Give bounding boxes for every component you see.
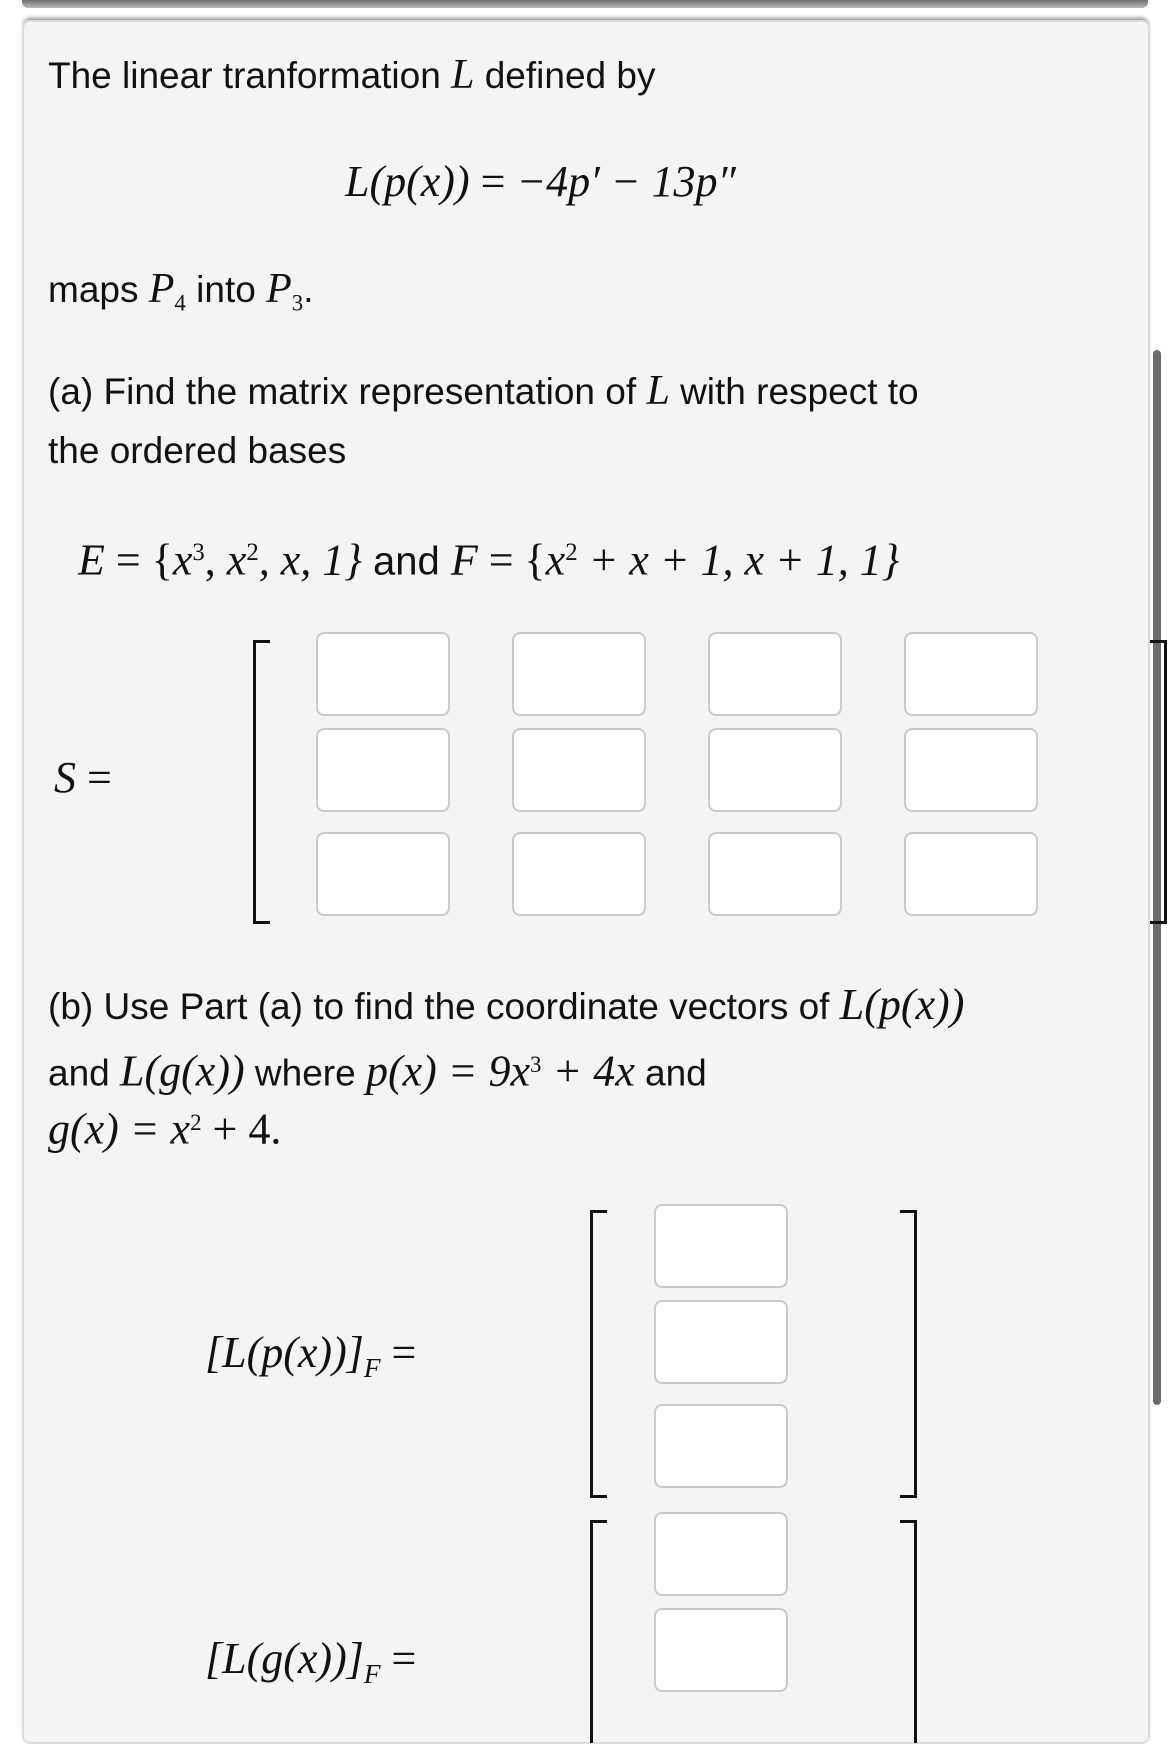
matrix-S-left-bracket: [253, 640, 270, 924]
part-a-after: with respect to: [669, 371, 919, 412]
definition-lhs: L(p(x)): [345, 157, 470, 206]
part-a-line1: [48, 368, 919, 415]
vec-g-cell-1[interactable]: [654, 1512, 788, 1596]
basis-F-label: F: [450, 535, 478, 585]
matrix-S-right-bracket: [1150, 640, 1167, 924]
vec-p-label-group: [205, 1330, 416, 1391]
basis-E-x2: x: [226, 535, 247, 585]
part-b-math1: L(p(x)): [839, 980, 965, 1029]
maps-line: [48, 266, 314, 326]
part-b-line1: [48, 982, 964, 1030]
basis-F-sup2: 2: [565, 539, 578, 566]
basis-F-open: {: [524, 535, 546, 585]
part-b-line3: [48, 1100, 281, 1154]
intro-after: defined by: [474, 55, 656, 96]
basis-and: and: [361, 539, 451, 584]
part-b-where: where: [244, 1052, 366, 1094]
part-b-and: and: [48, 1052, 121, 1094]
vec-p-eq: =: [380, 1328, 417, 1377]
vec-g-label: [L(g(x))]: [205, 1634, 364, 1683]
matrix-S-cell-r1-c4[interactable]: [904, 632, 1038, 716]
part-b-before: (b) Use Part (a) to find the coordinate vectors of: [48, 986, 840, 1027]
matrix-S-cell-r1-c2[interactable]: [512, 632, 646, 716]
vec-g-left-bracket: [590, 1520, 607, 1743]
vec-p-left-bracket: [590, 1210, 607, 1498]
part-b-math-p: p(x) = 9x: [365, 1046, 531, 1096]
vec-g-label-group: [205, 1636, 416, 1697]
basis-E-sup2: 2: [246, 539, 259, 566]
maps-from-sub: 4: [174, 290, 186, 316]
vec-g-right-bracket: [900, 1520, 917, 1743]
intro-before: The linear tranformation: [48, 55, 452, 96]
matrix-S-label-group: [54, 755, 112, 801]
matrix-S-cell-r2-c2[interactable]: [512, 728, 646, 812]
maps-t3: .: [303, 269, 314, 310]
matrix-S-cell-r3-c4[interactable]: [904, 832, 1038, 916]
maps-P2: P: [266, 266, 292, 312]
vec-g-cell-2[interactable]: [654, 1608, 788, 1692]
basis-eq1: =: [104, 535, 152, 585]
part-b-and2: and: [634, 1052, 707, 1094]
part-a-before: (a) Find the matrix representation of: [48, 371, 647, 412]
basis-E-sup3: 3: [192, 539, 205, 566]
vec-p-cell-3[interactable]: [654, 1404, 788, 1488]
basis-F-x2: x: [545, 535, 566, 585]
part-a-line2: the ordered bases: [48, 430, 347, 471]
definition-eq: =: [480, 157, 506, 206]
vec-p-cell-1[interactable]: [654, 1204, 788, 1288]
maps-to-sub: 3: [291, 290, 304, 316]
basis-E-label: E: [78, 535, 105, 585]
part-b-math-g-def: g(x) = x: [48, 1104, 191, 1154]
part-b-math-p-rest: + 4x: [541, 1046, 635, 1096]
vec-p-label: [L(p(x))]: [205, 1328, 364, 1377]
matrix-S-cell-r2-c4[interactable]: [904, 728, 1038, 812]
vec-p-cell-2[interactable]: [654, 1300, 788, 1384]
matrix-S-cell-r2-c1[interactable]: [316, 728, 450, 812]
part-b-sup3: 3: [530, 1052, 542, 1077]
vec-g-sub: F: [363, 1658, 381, 1689]
basis-E-x3: x: [172, 535, 193, 585]
part-b-g-rest: + 4.: [201, 1104, 282, 1154]
matrix-S-cell-r3-c1[interactable]: [316, 832, 450, 916]
matrix-S-cell-r1-c3[interactable]: [708, 632, 842, 716]
part-a-L: L: [646, 368, 670, 414]
bases-line: $E = \{x^3$, $x^2$, x, 1} and $F = \{x^2 + x + 1$, x + 1, 1}: [78, 535, 900, 585]
definition-rhs: −4p′ − 13p″: [516, 157, 736, 206]
part-b-sup2: 2: [190, 1110, 202, 1135]
maps-t1: maps: [48, 269, 149, 310]
matrix-S-cell-r1-c1[interactable]: [316, 632, 450, 716]
matrix-S-cell-r2-c3[interactable]: [708, 728, 842, 812]
basis-E-rest: , x, 1}: [258, 535, 362, 585]
part-b-math-g: L(g(x)): [120, 1046, 245, 1096]
part-b-line2: [48, 1042, 707, 1096]
vec-p-sub: F: [363, 1352, 381, 1383]
intro-L: L: [451, 52, 475, 98]
vec-g-eq: =: [380, 1634, 417, 1683]
vec-p-right-bracket: [900, 1210, 917, 1498]
matrix-S-cell-r3-c2[interactable]: [512, 832, 646, 916]
basis-E-open: {: [151, 535, 173, 585]
basis-eq2: =: [477, 535, 525, 585]
top-shadow-bar: [22, 0, 1148, 8]
matrix-S-cell-r3-c3[interactable]: [708, 832, 842, 916]
maps-t2: into: [185, 269, 267, 310]
maps-P: P: [148, 266, 175, 312]
matrix-S-eq: =: [76, 753, 112, 802]
basis-F-rest: + x + 1, x + 1, 1}: [577, 535, 900, 585]
matrix-S-label: S: [54, 753, 76, 802]
definition-equation: [345, 156, 736, 207]
intro-line: [48, 52, 655, 99]
